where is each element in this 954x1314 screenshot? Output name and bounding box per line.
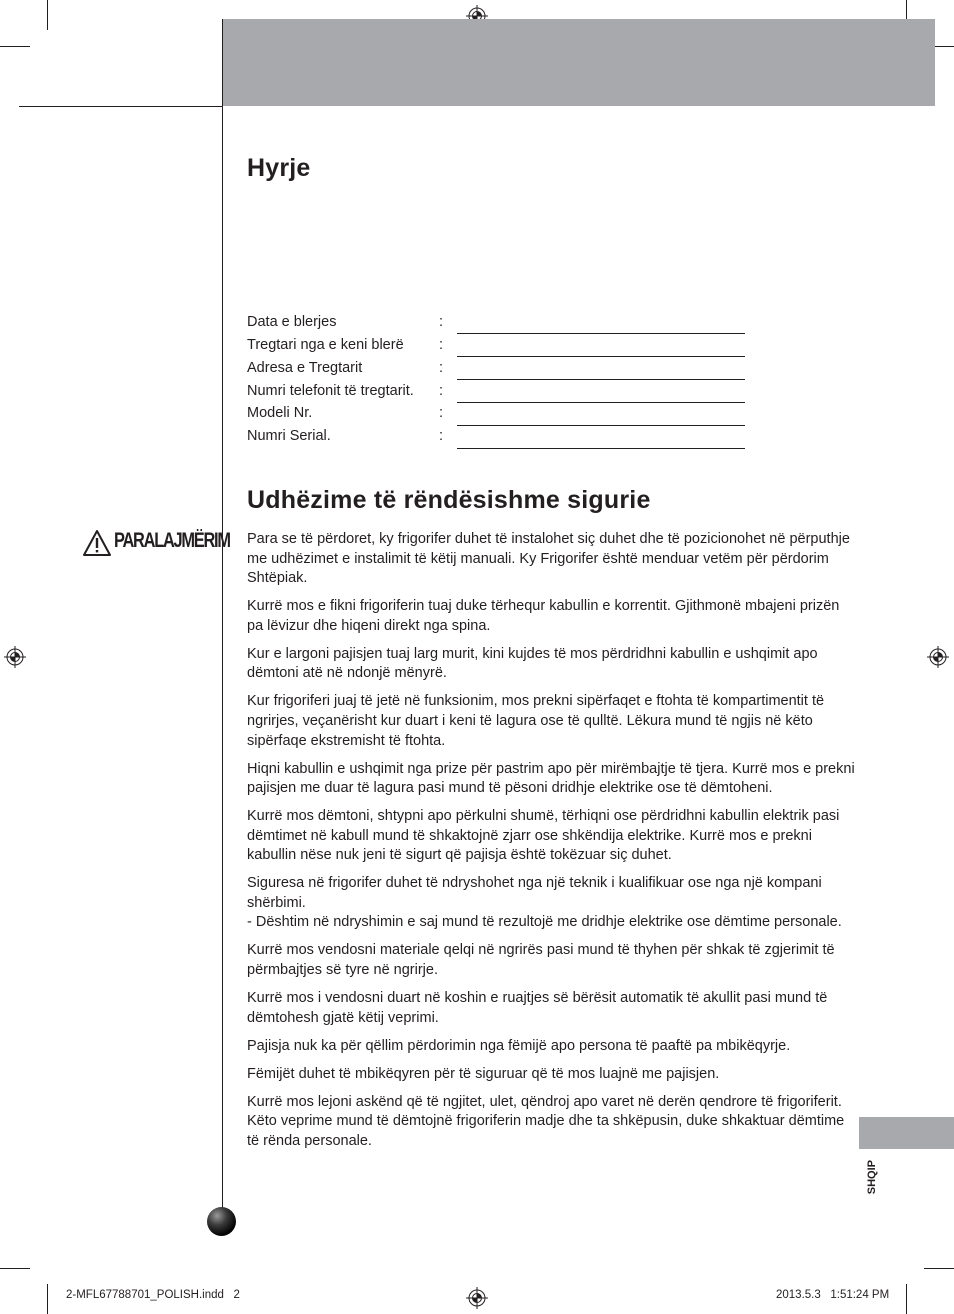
crop-mark bbox=[0, 1268, 30, 1269]
crop-mark bbox=[0, 46, 30, 47]
warning-triangle-icon bbox=[82, 529, 112, 557]
instruction-paragraph: Fëmijët duhet të mbikëqyren për të siguruar që të mos luajnë me pajisjen. bbox=[247, 1065, 720, 1082]
margin-rule bbox=[222, 19, 223, 1219]
form-separator: : bbox=[439, 405, 444, 421]
form-row-dealer-address bbox=[247, 360, 747, 383]
instruction-paragraph: Kurrë mos vendosni materiale qelqi në ngrirës pasi mund të thyhen për shkak të zgjerimit të përmbajtjes së tyre në ngrirje. bbox=[247, 942, 835, 979]
form-separator: : bbox=[439, 428, 444, 444]
form-label: Numri Serial. bbox=[247, 428, 331, 444]
header-band bbox=[223, 19, 935, 106]
instruction-paragraph: Kurrë mos lejoni askënd që të ngjitet, ulet, qëndroj apo varet në derën qendrore të frigoriferit. Këto veprime mund të dëmtojnë frigoriferin madje dhe ta shkëpusin, duke shkaktuar dëmtime të rënda personale. bbox=[247, 1093, 845, 1149]
form-row-dealer bbox=[247, 337, 747, 360]
safety-title: Udhëzime të rëndësishme sigurie bbox=[247, 486, 651, 514]
instruction-paragraph: Kur frigoriferi juaj të jetë në funksionim, mos prekni sipërfaqet e ftohta të kompartimentit të ngrirjes, veçanërisht kur duart i keni të lagura ose të qulltë. Lëkura mund të ngjis në këto sipërfaqe ekstremisht të ftohta. bbox=[247, 693, 825, 749]
instruction-paragraph: Kurrë mos i vendosni duart në koshin e ruajtjes së bërësit automatik të akullit pasi mund të dëmtohesh gjatë këtij veprimi. bbox=[247, 990, 828, 1026]
instruction-paragraph: Pajisja nuk ka për qëllim përdorimin nga fëmijë apo persona të paaftë pa mbikëqyrje. bbox=[247, 1037, 791, 1054]
instruction-paragraph: Para se të përdoret, ky frigorifer duhet të instalohet siç duhet dhe të pozicionohet në përputhje me udhëzimet e instalimit të këtij manuali. Ky Frigorifer është menduar vetëm për përdorim Shtëpiak. bbox=[247, 531, 850, 587]
form-blank-line[interactable] bbox=[457, 379, 745, 380]
language-tab bbox=[859, 1117, 954, 1149]
form-separator: : bbox=[439, 383, 444, 399]
form-label: Numri telefonit të tregtarit. bbox=[247, 383, 414, 399]
crop-mark bbox=[906, 1284, 907, 1314]
form-row-model bbox=[247, 405, 747, 428]
instruction-paragraph: Kurrë mos e fikni frigoriferin tuaj duke tërhequr kabullin e korrentit. Gjithmonë mbajeni prizën pa lëvizur dhe hiqeni direkt nga spina. bbox=[247, 598, 840, 634]
crop-mark bbox=[47, 1284, 48, 1314]
registration-mark-icon bbox=[466, 1287, 488, 1309]
binding-dot bbox=[207, 1207, 236, 1236]
language-label: SHQIP bbox=[866, 1160, 878, 1195]
form-separator: : bbox=[439, 337, 444, 353]
instruction-paragraph: Kur e largoni pajisjen tuaj larg murit, kini kujdes të mos përdridhni kabullin e ushqimit apo dëmtoni atë në ndonjë mënyrë. bbox=[247, 645, 818, 682]
form-separator: : bbox=[439, 314, 444, 330]
registration-mark-icon bbox=[927, 646, 949, 668]
header-rule bbox=[19, 106, 223, 107]
form-blank-line[interactable] bbox=[457, 425, 745, 426]
instruction-paragraph: Siguresa në frigorifer duhet të ndryshohet nga një teknik i kualifikuar ose nga një kompani shërbimi. bbox=[247, 875, 822, 911]
instruction-bullet: - Dështim në ndryshimin e saj mund të rezultojë me dridhje elektrike ose dëmtime personale. bbox=[247, 914, 842, 931]
registration-mark-icon bbox=[4, 646, 26, 668]
form-row-purchase-date bbox=[247, 314, 747, 337]
slug-datetime: 2013.5.3 1:51:24 PM bbox=[776, 1289, 890, 1301]
slug-filename: 2-MFL67788701_POLISH.indd 2 bbox=[66, 1289, 240, 1301]
form-label: Data e blerjes bbox=[247, 314, 337, 330]
form-row-dealer-phone bbox=[247, 383, 747, 406]
form-label: Tregtari nga e keni blerë bbox=[247, 337, 404, 353]
form-label: Adresa e Tregtarit bbox=[247, 360, 363, 376]
form-label: Modeli Nr. bbox=[247, 405, 313, 421]
crop-mark bbox=[924, 1268, 954, 1269]
warning-text: PARALAJMËRIM bbox=[114, 529, 230, 552]
form-blank-line[interactable] bbox=[457, 402, 745, 403]
form-blank-line[interactable] bbox=[457, 333, 745, 334]
intro-title: Hyrje bbox=[247, 154, 311, 182]
instruction-paragraph: Hiqni kabullin e ushqimit nga prize për pastrim apo për mirëmbajtje të tjera. Kurrë mos e prekni pajisjen me duar të lagura pasi mund të pësoni dridhje elektrike ose të dëmtoheni. bbox=[247, 760, 855, 797]
form-row-serial bbox=[247, 428, 747, 451]
warning-label bbox=[82, 527, 230, 559]
crop-mark bbox=[47, 0, 48, 30]
form-separator: : bbox=[439, 360, 444, 376]
form-blank-line[interactable] bbox=[457, 356, 745, 357]
safety-instructions bbox=[247, 530, 859, 1160]
instruction-paragraph: Kurrë mos dëmtoni, shtypni apo përkulni shumë, tërhiqni ose përdridhni kabullin elektrik pasi dëmtimet në kabull mund të shkaktojnë zjarr ose shkëndija elektrike. Kurrë mos e prekni kabullin nëse nuk jeni të sigurt që pajisja është tokëzuar siç duhet. bbox=[247, 808, 840, 864]
form-blank-line[interactable] bbox=[457, 448, 745, 449]
